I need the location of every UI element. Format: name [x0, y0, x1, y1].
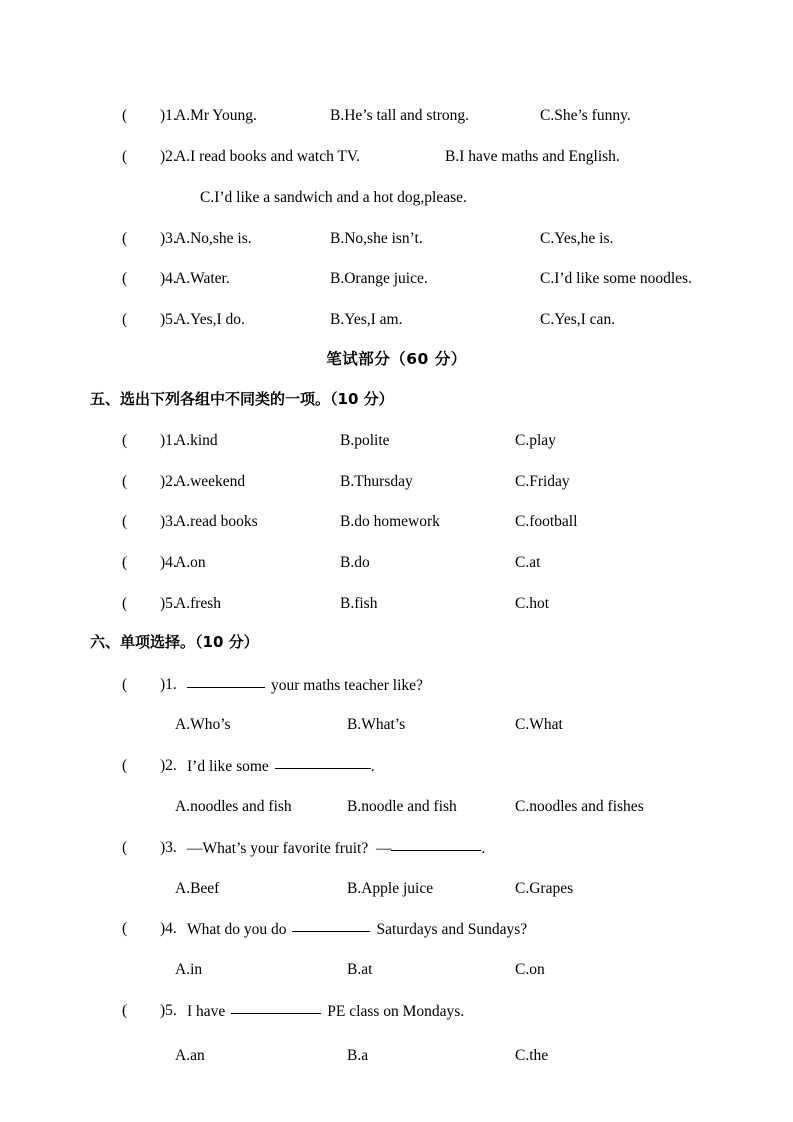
fill-in-blank[interactable] [231, 1000, 321, 1014]
answer-bracket-open: ( [122, 839, 128, 856]
stem-after-text: PE class on Mondays. [327, 1003, 465, 1020]
option-b: B.at [347, 961, 373, 978]
stem-before-text: —What’s your favorite fruit? — [187, 840, 392, 857]
section-six-question-4-stem [0, 918, 793, 940]
section-six-question-4-options [0, 959, 793, 981]
section-six-heading: 六、单项选择。（10 分） [90, 633, 259, 651]
option-c: C.noodles and fishes [515, 798, 644, 815]
answer-bracket-close: )3. [160, 230, 177, 247]
answer-bracket-close: )5. [160, 1002, 177, 1019]
answer-bracket-open: ( [122, 432, 128, 449]
option-b: B.polite [340, 432, 390, 449]
option-b: B.I have maths and English. [445, 148, 620, 165]
option-c: C.football [515, 513, 578, 530]
question-stem [187, 918, 527, 941]
option-a: A.Water. [175, 270, 230, 287]
option-c: C.Yes,he is. [540, 230, 614, 247]
option-c: C.on [515, 961, 545, 978]
section-six-question-2-stem [0, 755, 793, 777]
option-c: C.at [515, 554, 541, 571]
question-stem [187, 837, 485, 860]
stem-after-text: Saturdays and Sundays? [376, 921, 528, 938]
option-a: A.noodles and fish [175, 798, 292, 815]
option-b: B.What’s [347, 716, 406, 733]
listening-answer-row-3 [0, 228, 793, 250]
option-a: A.fresh [175, 595, 222, 612]
answer-bracket-close: )1. [160, 107, 177, 124]
section-six-question-5-options [0, 1045, 793, 1067]
option-a: A.Who’s [175, 716, 231, 733]
answer-bracket-close: )2. [160, 148, 177, 165]
answer-bracket-close: )4. [160, 270, 177, 287]
answer-bracket-close: )5. [160, 311, 177, 328]
option-c: C.She’s funny. [540, 107, 631, 124]
answer-bracket-open: ( [122, 107, 128, 124]
option-b: B.Apple juice [347, 880, 434, 897]
option-b: B.Orange juice. [330, 270, 428, 287]
option-a: A.weekend [175, 473, 246, 490]
section-five-row-1 [0, 430, 793, 452]
option-c: C.the [515, 1047, 549, 1064]
option-c: C.play [515, 432, 556, 449]
option-c: C.hot [515, 595, 550, 612]
answer-bracket-close: )1. [160, 432, 177, 449]
option-b: B.noodle and fish [347, 798, 457, 815]
listening-answer-row-2-continued [0, 187, 793, 209]
answer-bracket-close: )2. [160, 757, 177, 774]
option-b: B.do homework [340, 513, 440, 530]
written-part-title: 笔试部分（60 分） [326, 350, 467, 368]
section-six-question-3-stem [0, 837, 793, 859]
answer-bracket-open: ( [122, 311, 128, 328]
answer-bracket-close: )5. [160, 595, 177, 612]
option-b: B.No,she isn’t. [330, 230, 423, 247]
option-a: A.Beef [175, 880, 220, 897]
option-a: A.on [175, 554, 206, 571]
answer-bracket-open: ( [122, 513, 128, 530]
answer-bracket-open: ( [122, 676, 128, 693]
answer-bracket-close: )2. [160, 473, 177, 490]
stem-before-text: What do you do [187, 921, 287, 938]
option-a: A.an [175, 1047, 205, 1064]
listening-answer-row-2 [0, 146, 793, 168]
answer-bracket-close: )3. [160, 513, 177, 530]
option-a: A.I read books and watch TV. [175, 148, 360, 165]
stem-after-text: your maths teacher like? [271, 677, 423, 694]
section-five-row-5 [0, 593, 793, 615]
section-five-row-3 [0, 511, 793, 533]
answer-bracket-open: ( [122, 148, 128, 165]
section-five-row-4 [0, 552, 793, 574]
answer-bracket-open: ( [122, 920, 128, 937]
option-c: C.Grapes [515, 880, 574, 897]
section-five-row-2 [0, 471, 793, 493]
fill-in-blank[interactable] [292, 918, 370, 932]
answer-bracket-open: ( [122, 270, 128, 287]
section-six-question-1-stem [0, 674, 793, 696]
option-a: A.read books [175, 513, 258, 530]
question-stem [187, 1000, 464, 1023]
answer-bracket-open: ( [122, 595, 128, 612]
option-c: C.What [515, 716, 563, 733]
section-six-question-1-options [0, 714, 793, 736]
option-a: A.No,she is. [175, 230, 252, 247]
answer-bracket-open: ( [122, 554, 128, 571]
fill-in-blank[interactable] [275, 755, 371, 769]
stem-after-text: . [481, 840, 486, 857]
option-c: C.I’d like some noodles. [540, 270, 692, 287]
option-c: C.I’d like a sandwich and a hot dog,please. [200, 189, 467, 206]
option-b: B.He’s tall and strong. [330, 107, 470, 124]
option-b: B.fish [340, 595, 378, 612]
option-c: C.Friday [515, 473, 570, 490]
stem-before-text: I’d like some [187, 758, 269, 775]
section-six-question-5-stem [0, 1000, 793, 1022]
answer-bracket-close: )3. [160, 839, 177, 856]
listening-answer-row-5 [0, 309, 793, 331]
section-six-question-2-options [0, 796, 793, 818]
listening-answer-row-4 [0, 268, 793, 290]
answer-bracket-close: )1. [160, 676, 177, 693]
fill-in-blank[interactable] [187, 674, 265, 688]
answer-bracket-close: )4. [160, 920, 177, 937]
option-a: A.kind [175, 432, 218, 449]
option-a: A.Yes,I do. [175, 311, 245, 328]
answer-bracket-open: ( [122, 757, 128, 774]
answer-bracket-open: ( [122, 230, 128, 247]
stem-after-text: . [370, 758, 375, 775]
question-stem [187, 674, 423, 697]
option-b: B.Thursday [340, 473, 413, 490]
question-stem [187, 755, 375, 778]
option-b: B.do [340, 554, 370, 571]
option-c: C.Yes,I can. [540, 311, 616, 328]
answer-bracket-open: ( [122, 473, 128, 490]
option-a: A.in [175, 961, 203, 978]
option-b: B.Yes,I am. [330, 311, 403, 328]
section-five-heading: 五、选出下列各组中不同类的一项。（10 分） [90, 390, 394, 408]
answer-bracket-close: )4. [160, 554, 177, 571]
listening-answer-row-1 [0, 105, 793, 127]
section-six-question-3-options [0, 878, 793, 900]
option-a: A.Mr Young. [175, 107, 257, 124]
option-b: B.a [347, 1047, 369, 1064]
stem-before-text: I have [187, 1003, 226, 1020]
answer-bracket-open: ( [122, 1002, 128, 1019]
fill-in-blank[interactable] [391, 837, 481, 851]
